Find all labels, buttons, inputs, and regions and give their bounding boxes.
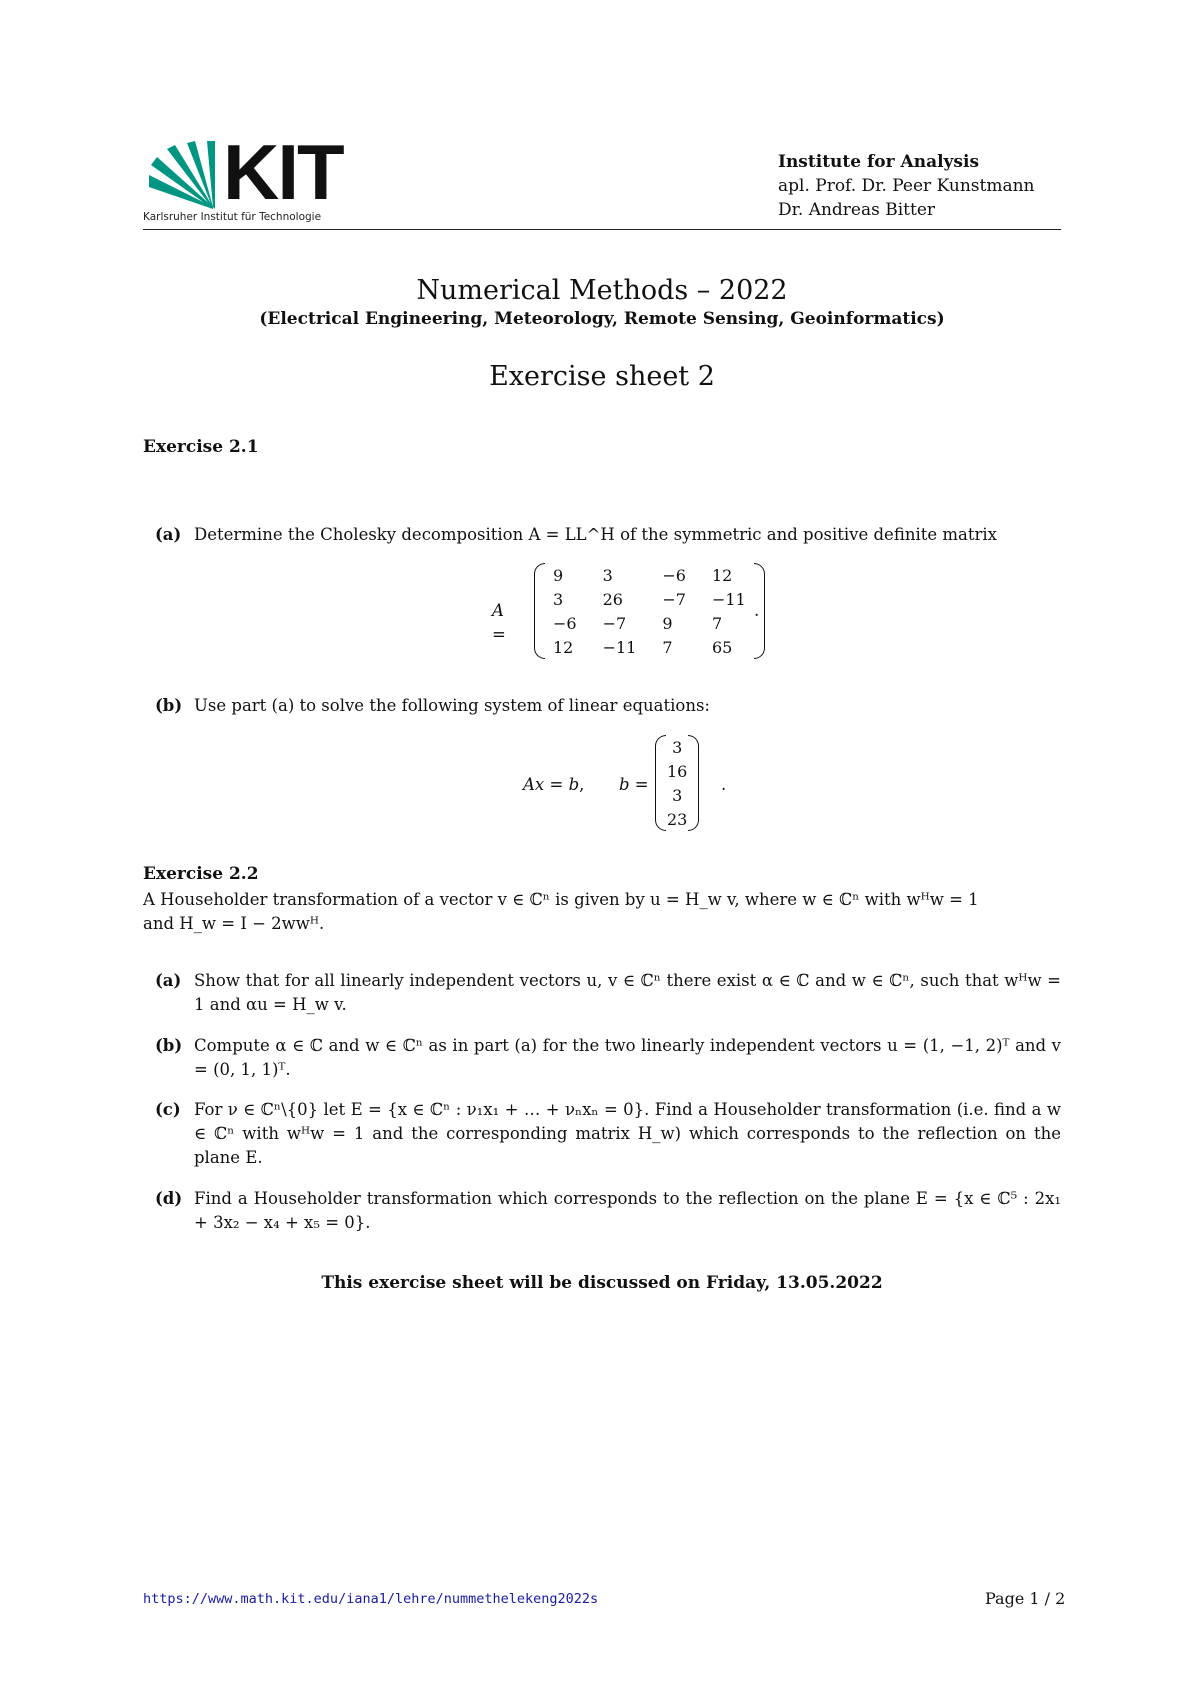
matrix-cell: 9	[662, 613, 673, 633]
vector-cell: 3	[672, 785, 683, 805]
item-text: Compute α ∈ ℂ and w ∈ ℂⁿ as in part (a) for the two linearly independent vectors u = (1, −1, 2)ᵀ and v = (0, 1, 1)ᵀ.	[194, 1036, 1061, 1079]
kit-logo	[143, 128, 343, 231]
item-label: (b)	[155, 696, 183, 715]
page-title: Numerical Methods – 2022	[416, 275, 788, 306]
matrix-cell: 65	[711, 637, 733, 657]
vector-cell: 16	[667, 761, 688, 781]
exercise-2-2-b	[143, 1034, 1061, 1082]
page-number: Page 1 / 2	[985, 1589, 1066, 1608]
system-equation: Ax = b, b = 3 16 3 23 .	[523, 735, 743, 835]
matrix-A-label: A =	[492, 601, 506, 644]
exercise-2-2-c	[143, 1098, 1061, 1170]
vector-cell: 3	[672, 737, 683, 757]
header-rule	[143, 229, 1061, 230]
sheet-title: Exercise sheet 2	[489, 361, 715, 392]
equation-Ax-b: Ax = b,	[523, 775, 585, 794]
right-paren	[688, 735, 699, 831]
matrix-cell: −11	[602, 637, 637, 657]
exercise-2-2-intro	[143, 888, 1061, 936]
logo-wordmark: KIT	[223, 128, 343, 216]
item-text: Use part (a) to solve the following system of linear equations:	[194, 696, 710, 715]
kit-logo-fan-icon	[143, 141, 223, 211]
institute-block	[778, 150, 1035, 222]
matrix-cell: 3	[602, 565, 613, 585]
matrix-A	[534, 563, 765, 659]
institute-name: Institute for Analysis	[778, 152, 980, 172]
item-text: Show that for all linearly independent vectors u, v ∈ ℂⁿ there exist α ∈ ℂ and w ∈ ℂⁿ, such that wᴴw = 1 and αu = H_w v.	[194, 971, 1061, 1014]
item-text: Determine the Cholesky decomposition A = LL^H of the symmetric and positive definite matrix	[194, 525, 997, 544]
intro-line: A Householder transformation of a vector v ∈ ℂⁿ is given by u = H_w v, where w ∈ ℂⁿ with wᴴw = 1	[143, 890, 979, 909]
exercise-2-1-b	[143, 694, 1061, 718]
matrix-cell: 3	[553, 589, 564, 609]
left-paren	[655, 735, 666, 831]
intro-line: and H_w = I − 2wwᴴ.	[143, 914, 325, 933]
exercise-2-2-heading: Exercise 2.2	[143, 864, 259, 884]
left-paren	[534, 563, 545, 659]
matrix-cell: −11	[711, 589, 746, 609]
item-text: For ν ∈ ℂⁿ\{0} let E = {x ∈ ℂⁿ : ν₁x₁ + … + νₙxₙ = 0}. Find a Householder transformation (i.e. find a w ∈ ℂⁿ with wᴴw = 1 and the corresponding matrix H_w) which corresponds to the reflection on the plane E.	[194, 1100, 1061, 1167]
matrix-cell: 7	[662, 637, 673, 657]
exercise-2-1-heading: Exercise 2.1	[143, 437, 259, 457]
matrix-row	[540, 587, 759, 611]
exercise-2-2-a	[143, 969, 1061, 1017]
matrix-cell: −7	[602, 613, 627, 633]
matrix-A-table	[540, 563, 759, 659]
professor-name: apl. Prof. Dr. Peer Kunstmann	[778, 176, 1035, 196]
vector-b	[655, 735, 699, 831]
discussion-note: This exercise sheet will be discussed on Friday, 13.05.2022	[321, 1273, 883, 1293]
footer-url-link[interactable]: https://www.math.kit.edu/iana1/lehre/nummethelekeng2022s	[143, 1591, 599, 1607]
item-label: (a)	[155, 525, 182, 544]
vector-cell: 23	[667, 809, 688, 829]
logo-subtitle: Karlsruher Institut für Technologie	[143, 211, 322, 223]
item-label: (b)	[155, 1036, 183, 1055]
matrix-cell: 7	[711, 613, 723, 633]
matrix-cell: 26	[602, 589, 623, 609]
matrix-cell: 12	[553, 637, 574, 657]
matrix-row	[540, 563, 759, 587]
exercise-2-1-a	[143, 523, 1061, 547]
item-label: (d)	[155, 1189, 183, 1208]
matrix-cell: 12	[711, 565, 733, 585]
matrix-row	[540, 611, 759, 635]
item-text: Find a Householder transformation which corresponds to the reflection on the plane E = {x ∈ ℂ⁵ : 2x₁ + 3x₂ − x₄ + x₅ = 0}.	[194, 1189, 1061, 1232]
matrix-cell: −6	[553, 613, 577, 633]
doctor-name: Dr. Andreas Bitter	[778, 200, 936, 220]
exercise-2-2-d	[143, 1187, 1061, 1235]
vector-b-label: b =	[619, 775, 649, 794]
matrix-cell: −6	[662, 565, 686, 585]
page-subtitle: (Electrical Engineering, Meteorology, Remote Sensing, Geoinformatics)	[259, 309, 945, 329]
item-label: (c)	[155, 1100, 181, 1119]
item-label: (a)	[155, 971, 182, 990]
matrix-cell: −7	[662, 589, 686, 609]
matrix-cell: 9	[553, 565, 564, 585]
matrix-row	[540, 635, 759, 659]
